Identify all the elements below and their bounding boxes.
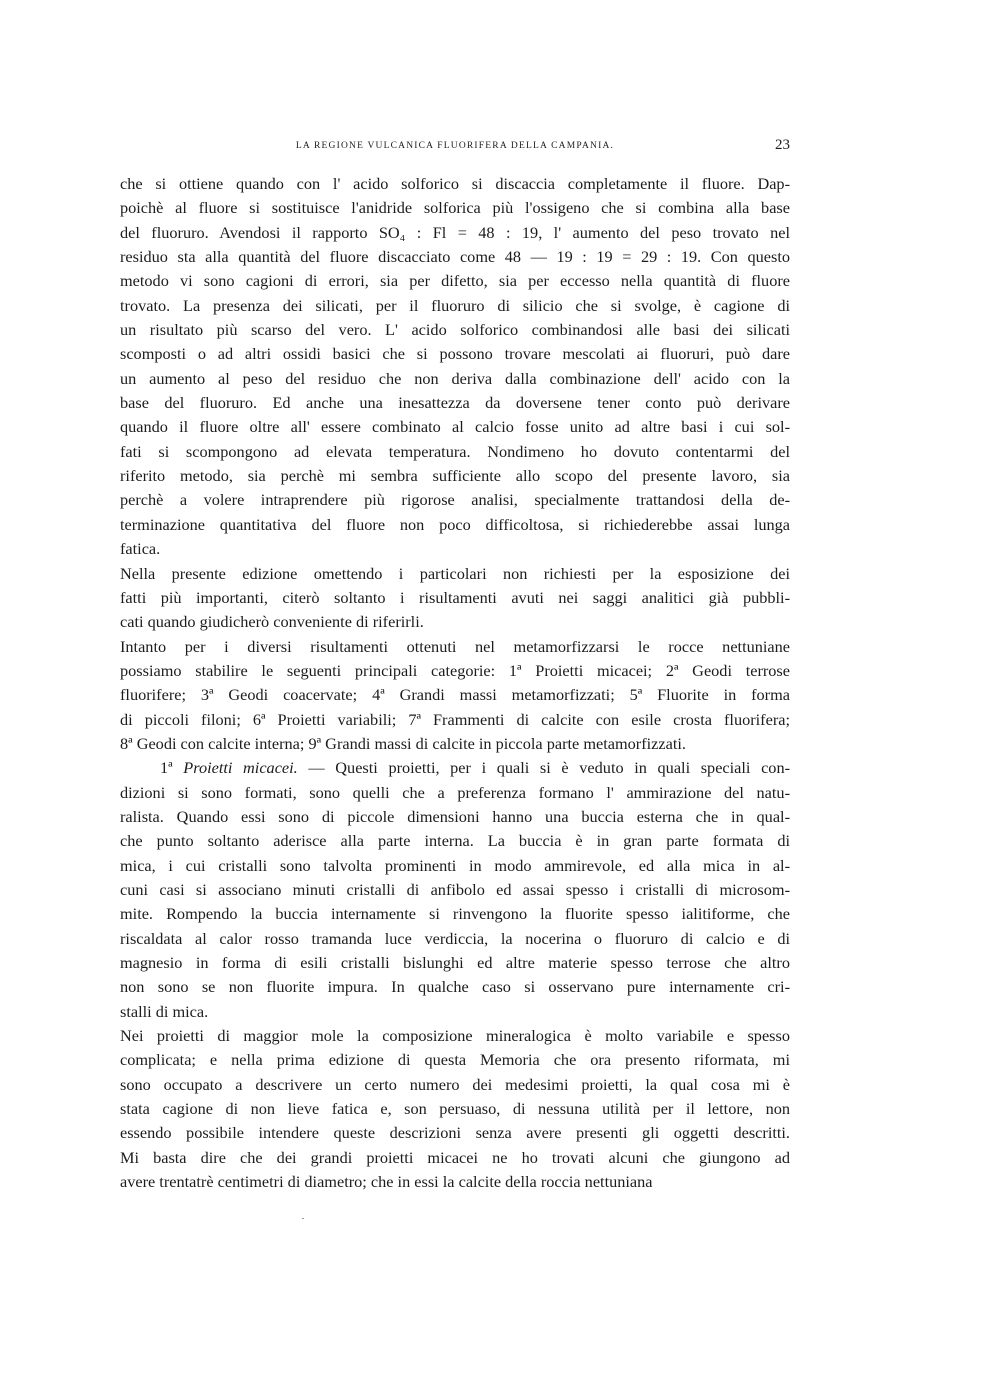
text-line: [120, 756, 790, 780]
text-line: ralista. Quando essi sono di piccole dimensioni hanno una buccia esterna che in qual-: [120, 806, 790, 826]
text-line: riferito metodo, sia perchè mi sembra sufficiente allo scopo del presente lavoro, sia: [120, 466, 790, 486]
text-line: Mi basta dire che dei grandi proietti micacei ne ho trovati alcuni che giungono ad: [120, 1147, 790, 1167]
section-intro: — Questi proietti, per i quali si è veduto in quali speciali con-: [297, 758, 791, 778]
text-line: riscaldata al calor rosso tramanda luce verdiccia, la nocerina o fluoruro di calcio e di: [120, 928, 790, 948]
text-line: Nella presente edizione omettendo i particolari non richiesti per la esposizione dei: [120, 563, 790, 583]
text-line: metodo vi sono cagioni di errori, sia per difetto, sia per eccesso nella quantità di fluore: [120, 271, 790, 291]
text-line: fatica.: [120, 539, 161, 559]
text-line: stata cagione di non lieve fatica e, son persuaso, di nessuna utilità per il lettore, non: [120, 1099, 790, 1119]
body-text: [120, 172, 790, 1194]
text-line: avere trentatrè centimetri di diametro; che in essi la calcite della roccia nettuniana: [120, 1172, 653, 1192]
running-title: LA REGIONE VULCANICA FLUORIFERA DELLA CAMPANIA.: [295, 141, 615, 151]
text-line: trovato. La presenza dei silicati, per il fluoruro di silicio che si svolge, è cagione di: [120, 295, 790, 315]
text-line: complicata; e nella prima edizione di questa Memoria che ora presento riformata, mi: [120, 1050, 790, 1070]
paragraph: [120, 172, 790, 562]
paragraph: [120, 635, 790, 757]
text-line: possiamo stabilire le seguenti principali categorie: 1ª Proietti micacei; 2ª Geodi terrose: [120, 660, 790, 680]
page-header: [120, 137, 790, 159]
text-line: Intanto per i diversi risultamenti ottenuti nel metamorfizzarsi le rocce nettuniane: [120, 636, 790, 656]
text-line: cati quando giudicherò conveniente di riferirli.: [120, 612, 424, 632]
text-line: che si ottiene quando con l' acido solforico si discaccia completamente il fluore. Dap-: [120, 174, 790, 193]
paragraph: [120, 1024, 790, 1194]
text-line: che punto soltanto aderisce alla parte interna. La buccia è in gran parte formata di: [120, 831, 790, 851]
text-line: 8ª Geodi con calcite interna; 9ª Grandi massi di calcite in piccola parte metamorfizzati.: [120, 733, 686, 753]
text-line: essendo possibile intendere queste descrizioni senza avere presenti gli oggetti descritti.: [120, 1123, 790, 1143]
text-line: fatti più importanti, citerò soltanto i risultamenti avuti nei saggi analitici già pubbli-: [120, 587, 790, 607]
text-line: un risultato più scarso del vero. L' acido solforico combinandosi alle basi dei silicati: [120, 320, 790, 340]
text-line: magnesio in forma di esili cristalli bislunghi ed altre materie spesso terrose che altro: [120, 953, 790, 972]
paragraph: [120, 756, 790, 1024]
text-line: sono occupato a descrivere un certo numero dei medesimi proietti, la qual cosa mi è: [120, 1074, 790, 1094]
text-line: un aumento al peso del residuo che non deriva dalla combinazione dell' acido con la: [120, 368, 790, 388]
text-line: dizioni si sono formati, sono quelli che a preferenza formano l' ammirazione del natu-: [120, 782, 790, 802]
text-line: mica, i cui cristalli sono talvolta prominenti in modo ammirevole, ed alla mica in al-: [120, 855, 790, 875]
paragraph: [120, 562, 790, 635]
section-number: 1ª: [160, 758, 184, 778]
text-line: di piccoli filoni; 6ª Proietti variabili; 7ª Frammenti di calcite con esile crosta fluorifera;: [120, 709, 790, 729]
section-title: Proietti micacei.: [183, 758, 298, 778]
text-line: quando il fluore oltre all' essere combinato al calcio fosse unito ad altre basi i cui sol-: [120, 417, 790, 437]
scan-speck: [302, 1218, 304, 1219]
text-line: Nei proietti di maggior mole la composizione mineralogica è molto variabile e spesso: [120, 1026, 790, 1046]
text-line: cuni casi si associano minuti cristalli di anfibolo ed assai spesso i cristalli di microsom-: [120, 879, 790, 899]
text-line: poichè al fluore si sostituisce l'anidride solforica più l'ossigeno che si combina alla base: [120, 198, 790, 218]
text-line: terminazione quantitativa del fluore non poco difficoltosa, si richiederebbe assai lunga: [120, 514, 790, 534]
text-line: stalli di mica.: [120, 1001, 209, 1021]
text-line: del fluoruro. Avendosi il rapporto SO₄ : Fl = 48 : 19, l' aumento del peso trovato nel: [120, 222, 790, 242]
text-line: perchè a volere intraprendere più rigorose analisi, specialmente trattandosi della de-: [120, 490, 790, 510]
text-line: fati si scompongono ad elevata temperatura. Nondimeno ho dovuto contentarmi del: [120, 441, 790, 461]
text-line: scomposti o ad altri ossidi basici che si possono trovare mescolati ai fluoruri, può dare: [120, 344, 790, 364]
text-line: fluorifere; 3ª Geodi coacervate; 4ª Grandi massi metamorfizzati; 5ª Fluorite in forma: [120, 685, 790, 705]
text-line: mite. Rompendo la buccia internamente si rinvengono la fluorite spesso ialitiforme, che: [120, 904, 790, 924]
text-line: base del fluoruro. Ed anche una inesattezza da doversene tener conto può derivare: [120, 393, 790, 413]
text-line: residuo sta alla quantità del fluore discacciato come 48 — 19 : 19 = 29 : 19. Con questo: [120, 247, 790, 267]
text-line: non sono se non fluorite impura. In qualche caso si osservano pure internamente cri-: [120, 977, 790, 997]
page-number: 23: [775, 137, 790, 153]
